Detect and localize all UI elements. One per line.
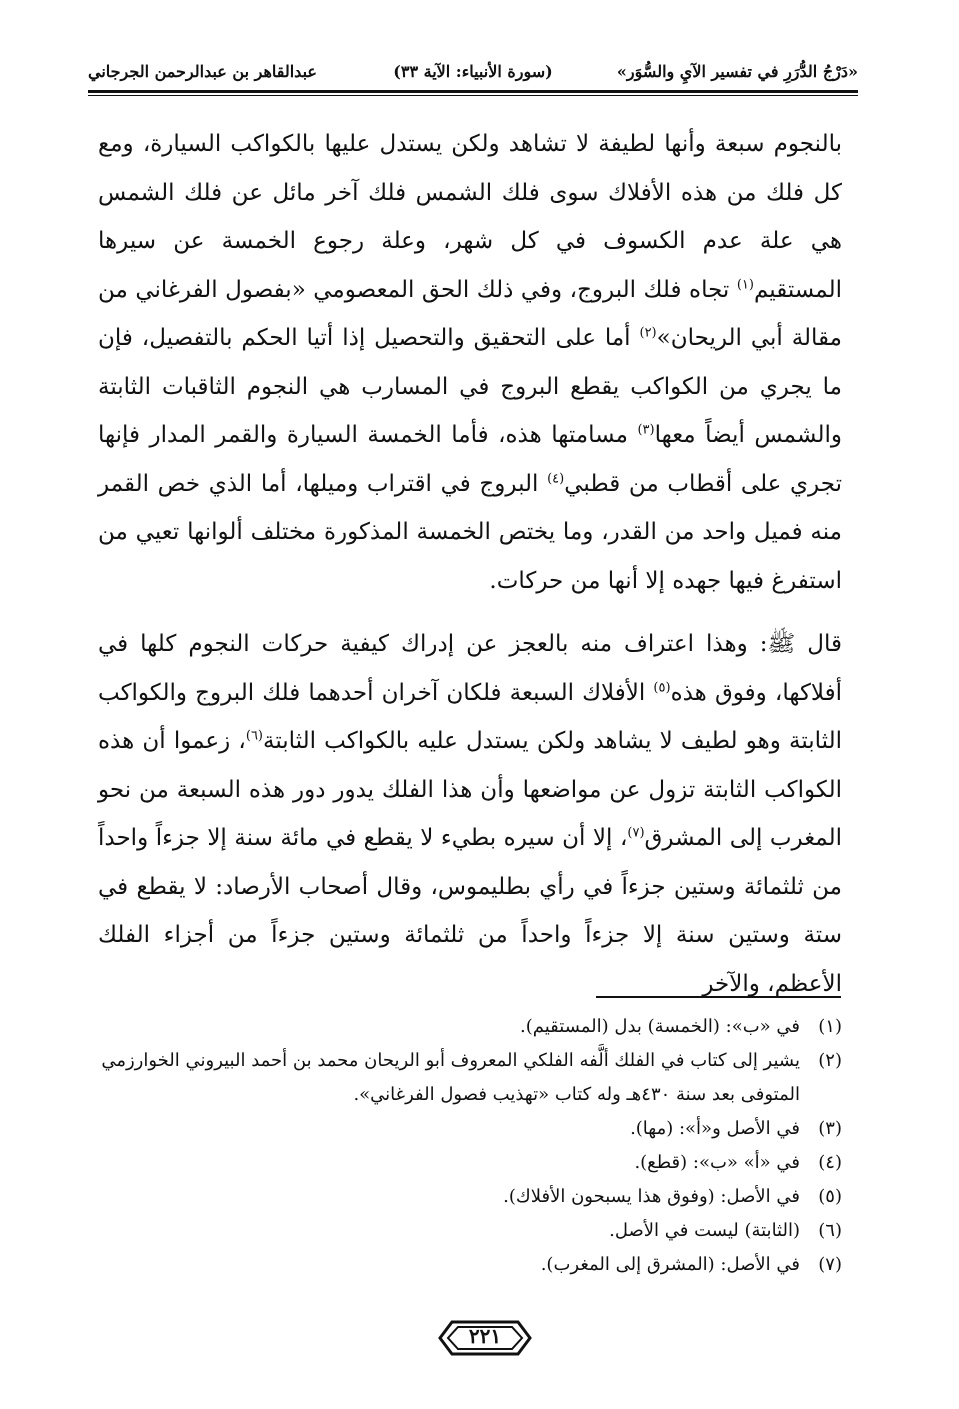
header-divider-thin xyxy=(88,95,858,96)
footnote-number: (٧) xyxy=(818,1254,842,1275)
footnote-ref-4[interactable]: (٤) xyxy=(547,470,565,486)
book-title: «دَرْجُ الدُّرَرِ في تفسير الآيِ والسُّوَر» xyxy=(616,62,858,81)
footnote-number: (٣) xyxy=(818,1118,842,1139)
footnote-item xyxy=(98,1248,842,1282)
text-segment: بالنجوم سبعة وأنها لطيفة لا تشاهد ولكن يستدل عليها بالكواكب السيارة، ومع كل فلك من هذه الأفلاك سوى فلك الشمس فلك آخر مائل عن فلك الشمس هي علة عدم الكسوف في كل شهر، وعلة رجوع الخمسة عن سيرها المستقيم xyxy=(98,131,842,303)
footnote-text: في «أ» «ب»: (قطع). xyxy=(634,1152,800,1173)
header-divider xyxy=(88,90,858,93)
footnote-number: (٢) xyxy=(818,1050,842,1071)
author-name: عبدالقاهر بن عبدالرحمن الجرجاني xyxy=(88,62,317,81)
text-segment: تجاه فلك البروج، وفي ذلك الحق المعصومي «بفصول الفرغاني من مقالة أبي الريحان» xyxy=(98,276,842,351)
footnote-number: (٤) xyxy=(818,1152,842,1173)
footnote-item xyxy=(98,1044,842,1112)
footnote-ref-1[interactable]: (١) xyxy=(736,276,754,292)
footnote-text: في الأصل: (وفوق هذا يسبحون الأفلاك). xyxy=(503,1186,800,1207)
footnote-ref-7[interactable]: (٧) xyxy=(627,825,645,841)
footnote-ref-6[interactable]: (٦) xyxy=(245,728,263,744)
footnote-item xyxy=(98,1112,842,1146)
text-segment: قال ﷺ: وهذا اعتراف منه بالعجز عن إدراك كيفية حركات النجوم كلها في أفلاكها، وفوق هذه xyxy=(98,631,842,706)
footnote-text: في الأصل و«أ»: (مها). xyxy=(630,1118,800,1139)
text-segment: مسامتها هذه، فأما الخمسة السيارة والقمر المدار فإنها تجري على أقطاب من قطبي xyxy=(98,422,842,497)
footnotes-list xyxy=(98,1010,842,1282)
footnote-text: في الأصل: (المشرق إلى المغرب). xyxy=(540,1254,800,1275)
text-segment: أما على التحقيق والتحصيل إذا أتيا الحكم بالتفصيل، فإن ما يجري من الكواكب يقطع البروج في المسارب هي النجوم الثاقبات الثابتة والشمس أيضاً معها xyxy=(98,325,842,448)
text-segment: ، إلا أن سيره بطيء لا يقطع في مائة سنة إلا جزءاً واحداً من ثلثمائة وستين جزءاً في رأي بطليموس، وقال أصحاب الأرصاد: لا يقطع في ستة وستين سنة إلا جزءاً واحداً من ثلثمائة وستين جزءاً من أجزاء الفلك الأعظم، والآخر xyxy=(98,825,842,997)
footnote-text: في «ب»: (الخمسة) بدل (المستقيم). xyxy=(520,1016,800,1037)
footnote-item xyxy=(98,1010,842,1044)
footnote-text: يشير إلى كتاب في الفلك ألَّفه الفلكي المعروف أبو الريحان محمد بن أحمد البيروني الخوارزمي المتوفى بعد سنة ٤٣٠هـ وله كتاب «تهذيب فصول الفرغاني». xyxy=(101,1050,800,1105)
footnote-ref-3[interactable]: (٣) xyxy=(637,422,655,438)
footnote-number: (١) xyxy=(818,1016,842,1037)
footnote-number: (٥) xyxy=(818,1186,842,1207)
page-number: ٢٢١ xyxy=(468,1324,502,1348)
footnote-item xyxy=(98,1146,842,1180)
footnote-item xyxy=(98,1214,842,1248)
text-segment: الأفلاك السبعة فلكان آخران أحدهما فلك البروج والكواكب الثابتة وهو لطيف لا يشاهد ولكن يستدل عليه بالكواكب الثابتة xyxy=(98,679,843,754)
paragraph-1 xyxy=(98,120,842,605)
surah-reference: (سورة الأنبياء: الآية ٣٣) xyxy=(393,62,553,81)
footnote-divider xyxy=(596,996,841,998)
footnote-text: (الثابتة) ليست في الأصل. xyxy=(609,1220,800,1241)
footnote-ref-5[interactable]: (٥) xyxy=(653,679,671,695)
page-number-ornament xyxy=(438,1318,532,1358)
footnote-item xyxy=(98,1180,842,1214)
running-header xyxy=(88,58,858,94)
text-segment: ، زعموا أن هذه الكواكب الثابتة تزول عن مواضعها وأن هذا الفلك يدور دور هذه السبعة من نحو المغرب إلى المشرق xyxy=(98,728,843,851)
footnote-number: (٦) xyxy=(818,1220,842,1241)
text-segment: البروج في اقتراب وميلها، أما الذي خص القمر منه فميل واحد من القدر، وما يختص الخمسة المذكورة مختلف ألوانها تعيي من استفرغ فيها جهده إلا أنها من حركات. xyxy=(98,470,842,594)
footnote-ref-2[interactable]: (٢) xyxy=(639,325,657,341)
paragraph-2 xyxy=(98,620,842,1008)
